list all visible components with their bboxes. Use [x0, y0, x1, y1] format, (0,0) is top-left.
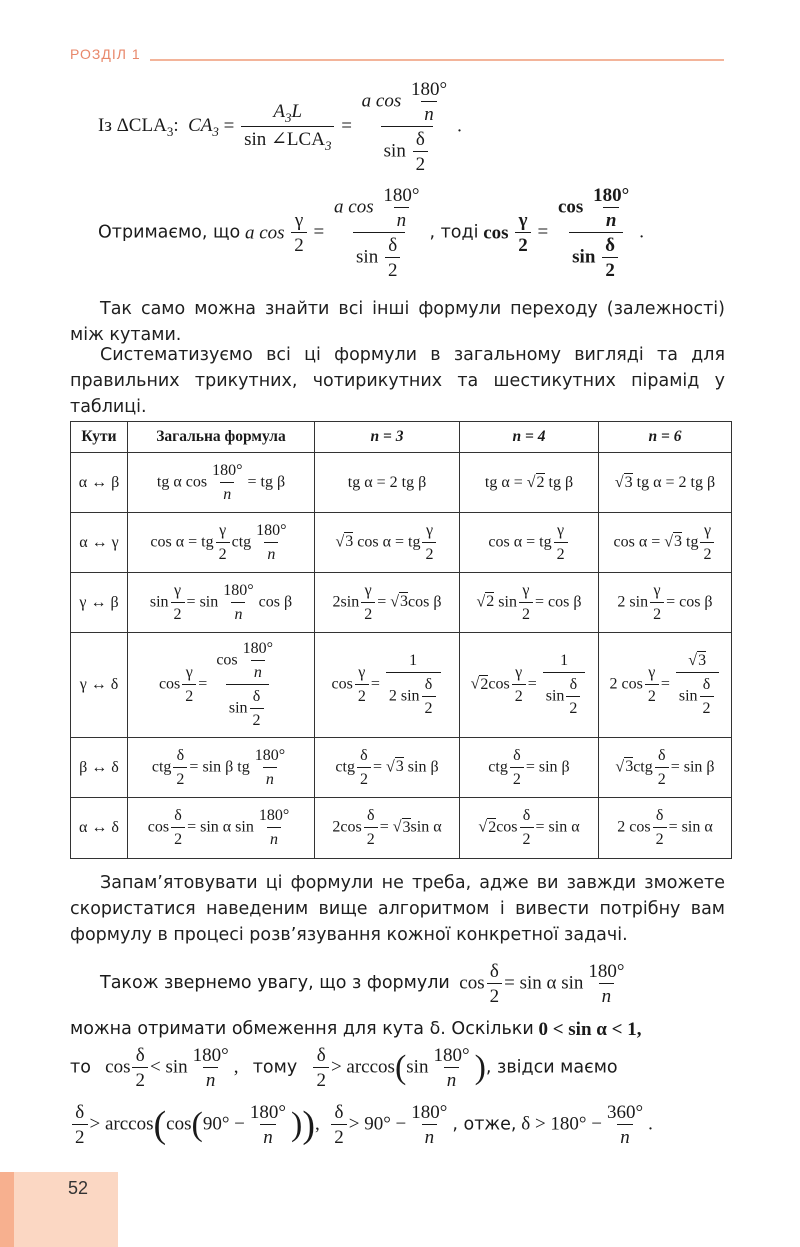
table-header: n = 3: [315, 422, 460, 453]
table-row: [71, 453, 732, 513]
general-formula: tg α cos $\frac{180^\circ}{n}$ = tg β: [128, 453, 315, 513]
general-formula: ctg $\frac{\delta}{2}$ = sin β tg $\frac{180^\circ}{n}$: [128, 738, 315, 798]
table-header: Загальна формула: [128, 422, 315, 453]
paragraph-4: Також звернемо увагу, що з формули cos $\frac{\delta}{2}$ = sin α sin $\frac{180^\circ}{n}$: [100, 961, 625, 1007]
paragraph-3: Запам’ятовувати ці формули не треба, адже ви завжди зможете скористатися наведеним вище алгоритмом і вивести потрібну вам формулу в процесі розв’язування кожної конкретної задачі.: [70, 873, 725, 945]
formula-n4: ctg $\frac{\delta}{2}$ = sin β: [460, 738, 599, 798]
page-corner-strip: [0, 1172, 14, 1247]
angle-pair: α ↔ β: [71, 453, 128, 513]
table-header: Кути: [71, 422, 128, 453]
table-row: [71, 738, 732, 798]
formula-cla3: Із $\Delta CLA_3$: $CA_3$ = $\frac{A_3L}{\sin \angle LCA_3}$ = a cos $\frac{180^\circ}{n}$ sin $\frac{\delta}{2}$ .: [98, 79, 462, 175]
formula-n3: 2cos $\frac{\delta}{2}$ = √3sin α: [315, 798, 460, 859]
section-rule: [150, 59, 724, 61]
table-row: [71, 798, 732, 859]
angle-pair: α ↔ γ: [71, 513, 128, 573]
general-formula: cos α = tg $\frac{\gamma}{2}$ ctg $\frac{180^\circ}{n}$: [128, 513, 315, 573]
formula-n3: ctg $\frac{\delta}{2}$ = √3 sin β: [315, 738, 460, 798]
formula-lhs: $CA_3$: [188, 115, 219, 139]
angle-pair: β ↔ δ: [71, 738, 128, 798]
formula-n3: √3 cos α = tg $\frac{\gamma}{2}$: [315, 513, 460, 573]
table-row: [71, 573, 732, 633]
formula-n6: 2 cos $\frac{\delta}{2}$ = sin α: [599, 798, 732, 859]
paragraph-5: можна отримати обмеження для кута δ. Оскільки 0 < sin α < 1,: [70, 1018, 642, 1041]
formula-n6: √3 tg α = 2 tg β: [599, 453, 732, 513]
table-row: [71, 513, 732, 573]
formula-n4: cos α = tg $\frac{\gamma}{2}$: [460, 513, 599, 573]
table-header: n = 4: [460, 422, 599, 453]
general-formula: sin $\frac{\gamma}{2}$ = sin $\frac{180^\circ}{n}$ cos β: [128, 573, 315, 633]
page-corner-block: [0, 1172, 118, 1247]
formula-n3: cos $\frac{\gamma}{2}$ = 1 2 sin $\frac{\delta}{2}$: [315, 633, 460, 738]
section-title: РОЗДІЛ 1: [70, 46, 141, 62]
fraction-acos: a cos $\frac{180^\circ}{n}$ sin $\frac{\delta}{2}$: [361, 79, 448, 175]
formula-n6: cos α = √3 tg $\frac{\gamma}{2}$: [599, 513, 732, 573]
formula-n6: √3ctg $\frac{\delta}{2}$ = sin β: [599, 738, 732, 798]
general-formula: cos $\frac{\delta}{2}$ = sin α sin $\frac{180^\circ}{n}$: [128, 798, 315, 859]
paragraph-1: Так само можна знайти всі інші формули переходу (залежності) між кутами.: [70, 299, 725, 345]
formula-n6: 2 cos $\frac{\gamma}{2}$ = √3 sin $\frac{\delta}{2}$: [599, 633, 732, 738]
formula-n4: √2 sin $\frac{\gamma}{2}$ = cos β: [460, 573, 599, 633]
formula-n6: 2 sin $\frac{\gamma}{2}$ = cos β: [599, 573, 732, 633]
table-header: n = 6: [599, 422, 732, 453]
paragraph-2: Систематизуємо всі ці формули в загальному вигляді та для правильних трикутних, чотирикутних та шестикутних пірамід у таблиці.: [70, 345, 725, 417]
formula-prefix: Із $\Delta CLA_3$:: [98, 115, 179, 139]
general-formula: cos $\frac{\gamma}{2}$ = cos $\frac{180^\circ}{n}$ sin $\frac{\delta}{2}$: [128, 633, 315, 738]
formula-n4: tg α = √2 tg β: [460, 453, 599, 513]
formula-n4: √2cos $\frac{\delta}{2}$ = sin α: [460, 798, 599, 859]
angle-pair: γ ↔ δ: [71, 633, 128, 738]
formula-result: Отримаємо, що a cos $\frac{\gamma}{2}$ = a cos $\frac{180^\circ}{n}$ sin $\frac{\delta}{2}$ , тоді cos $\frac{\gamma}{2}$ = cos $\frac{180^\circ}{n}$ sin $\frac{\delta}{2}$ .: [98, 185, 644, 281]
inequality-line-2: $\frac{\delta}{2}$ > arccos(cos(90° − $\frac{180^\circ}{n}$ )), $\frac{\delta}{2}$ > 90° − $\frac{180^\circ}{n}$ , отже, δ > 180° − $\frac{360^\circ}{n}$ .: [70, 1103, 730, 1147]
fraction-a3l: $\frac{A_3L}{\sin \angle LCA_3}$: [241, 102, 334, 152]
formula-n3: 2sin $\frac{\gamma}{2}$ = √3cos β: [315, 573, 460, 633]
formula-n3: tg α = 2 tg β: [315, 453, 460, 513]
table-header-row: [71, 422, 732, 453]
page-number: 52: [68, 1178, 89, 1198]
angle-pair: α ↔ δ: [71, 798, 128, 859]
formula-table: [70, 421, 732, 859]
formula-n4: √2cos $\frac{\gamma}{2}$ = 1 sin $\frac{\delta}{2}$: [460, 633, 599, 738]
table-row: [71, 633, 732, 738]
inequality-line-1: то cos $\frac{\delta}{2}$ < sin $\frac{180^\circ}{n}$ , тому $\frac{\delta}{2}$ > arccos(sin $\frac{180^\circ}{n}$ ), звідси маємо: [70, 1045, 618, 1091]
angle-pair: γ ↔ β: [71, 573, 128, 633]
